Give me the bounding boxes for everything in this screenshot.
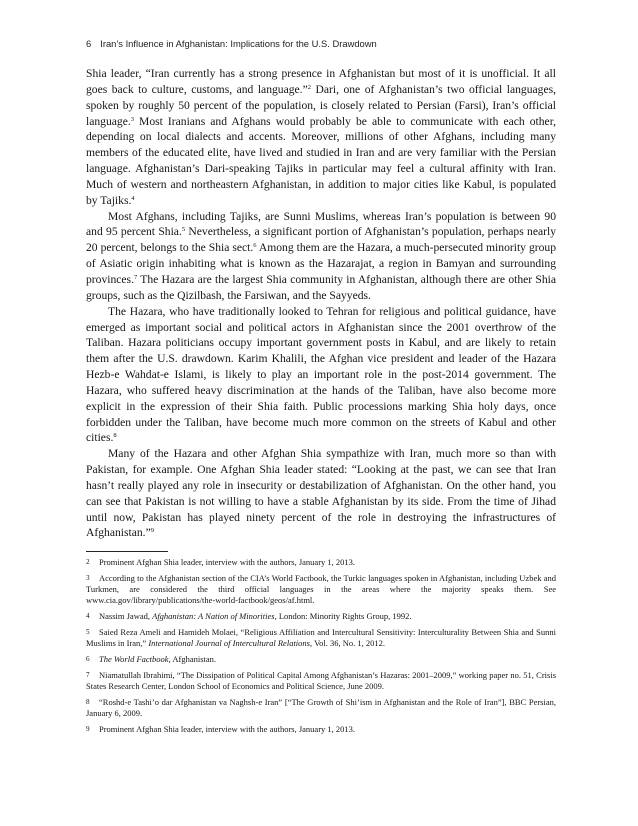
- text-run: The Hazara are the largest Shia community in Afghanistan, although there are other Shia groups, such as the Qizilbash, the Farsiwan, and the Sayyeds.: [86, 272, 556, 302]
- footnote: [86, 724, 556, 735]
- running-title: Iran’s Influence in Afghanistan: Implications for the U.S. Drawdown: [100, 38, 377, 49]
- footnote-ref: 6: [253, 242, 257, 250]
- text-run: “Roshd-e Tashi’o dar Afghanistan va Naghsh-e Iran” [“The Growth of Shi’ism in Afghanistan and the Role of Iran”], BBC Persian, January 6, 2009.: [86, 696, 556, 718]
- text-run: , Afghanistan.: [168, 653, 217, 664]
- footnote-number: 2: [86, 558, 90, 566]
- paragraph-3: [86, 304, 556, 447]
- footnote: [86, 654, 556, 665]
- paragraph-4: [86, 446, 556, 541]
- text-run: Prominent Afghan Shia leader, interview with the authors, January 1, 2013.: [99, 557, 356, 567]
- footnote-divider: [86, 551, 168, 552]
- footnote-ref: 7: [133, 273, 138, 281]
- italic-title: International Journal of Intercultural Relations: [148, 638, 310, 648]
- text-run: Saied Reza Ameli and Hamideh Molaei, “Religious Affiliation and Intercultural Sensitivity: Interculturality Between Shia and Sunni Muslims in Iran,”: [86, 626, 556, 648]
- text-run: Niamatullah Ibrahimi, “The Dissipation of Political Capital Among Afghanistan’s Hazaras: 2001–2009,” working paper no. 51, Crisis States Research Center, London School of Economics and Political Science, June 2009.: [86, 669, 556, 691]
- text-run: Prominent Afghan Shia leader, interview with the authors, January 1, 2013.: [99, 723, 356, 734]
- footnotes: [86, 557, 556, 739]
- running-header: [86, 38, 556, 49]
- footnote-number: 6: [86, 654, 90, 663]
- text-run: Among them are the Hazara, a much-persecuted minority group of Asiatic origin inhabiting what is known as the Hazarajat, a region in Bamyan and surrounding provinces.: [86, 241, 556, 286]
- body-text: [86, 66, 556, 541]
- italic-title: Afghanistan: A Nation of Minorities: [152, 611, 275, 621]
- paragraph-1: [86, 66, 556, 209]
- footnote-ref: 3: [130, 115, 134, 123]
- italic-title: The World Factbook: [99, 653, 169, 664]
- text-run: , Vol. 36, No. 1, 2012.: [309, 638, 385, 648]
- text-run: , London: Minority Rights Group, 1992.: [274, 611, 412, 621]
- footnote-ref: 2: [307, 83, 311, 91]
- footnote: [86, 573, 556, 607]
- footnote-number: 5: [86, 627, 90, 636]
- footnote: [86, 627, 556, 649]
- footnote-number: 9: [86, 724, 90, 733]
- text-run: The Hazara, who have traditionally looked to Tehran for religious and political guidance, have emerged as important social and political actors in Afghanistan since the 2001 overthrow of the Taliban. Hazara politicians occupy important government posts in Kabul, and are likely to retain them after the U.S. drawdown. Karim Khalili, the Afghan vice president and leader of the Hazara Hezb-e Wahdat-e Islami, is likely to play an important role in the post-2014 government. The Hazara, who suffered heavy discrimination at the hands of the Taliban, have also become more explicit in the expression of their Shia faith. Public processions marking Shia holy days, once forbidden under the Taliban, have become much more common on the streets of Kabul and other cities.: [86, 304, 556, 445]
- footnote-number: 7: [86, 670, 90, 679]
- footnote-ref: 4: [131, 194, 135, 202]
- text-run: Many of the Hazara and other Afghan Shia sympathize with Iran, much more so than with Pakistan, for example. One Afghan Shia leader stated: “Looking at the past, we can see that Iran hasn’t really played any role in insecurity or destabilization of Afghanistan. On the other hand, you can see that Pakistan is not willing to have a stable Afghanistan by its side. From the time of Jihad until now, Pakistan has played ninety percent of the role in destroying the infrastructures of Afghanistan.”: [86, 447, 556, 540]
- text-run: According to the Afghanistan section of the CIA’s World Factbook, the Turkic languages spoken in Afghanistan, including Uzbek and Turkmen, are considered the third official languages in the areas where the majority speaks them. See www.cia.gov/library/publications/the-world-factbook/geos/af.html.: [86, 572, 556, 606]
- text-run: Shia leader, “Iran currently has a strong presence in Afghanistan but most of it is unofficial. It all goes back to culture, customs, and language.”: [86, 67, 556, 96]
- footnote: [86, 697, 556, 719]
- footnote-ref: 8: [113, 432, 117, 440]
- footnote: [86, 611, 556, 622]
- footnote-number: 3: [86, 573, 90, 582]
- footnote: [86, 670, 556, 692]
- text-run: Nassim Jawad,: [99, 611, 153, 621]
- text-run: Most Iranians and Afghans would probably be able to communicate with each other, depending on local dialects and accents. Moreover, millions of other Afghans, including many members of the educated elite, have lived and studied in Iran and are very familiar with the Persian language. Afghanistan’s Dari-speaking Tajiks in particular may feel a cultural affinity with Iran. Much of western and northeastern Afghanistan, in addition to major cities like Kabul, is populated by Tajiks.: [86, 114, 556, 207]
- text-run: Dari, one of Afghanistan’s two official languages, spoken by roughly 50 percent of the population, is closely related to Persian (Farsi), Iran’s official language.: [86, 82, 556, 128]
- paragraph-2: [86, 209, 556, 304]
- footnote-ref: 5: [181, 226, 186, 234]
- footnote-ref: 9: [150, 527, 154, 535]
- page-number: 6: [86, 38, 92, 49]
- text-run: Nevertheless, a significant portion of Afghanistan’s population, perhaps nearly 20 percent, belongs to the Shia sect.: [86, 225, 556, 255]
- footnote-number: 4: [86, 612, 90, 620]
- footnote: [86, 557, 556, 568]
- footnote-number: 8: [86, 697, 90, 706]
- text-run: Most Afghans, including Tajiks, are Sunni Muslims, whereas Iran’s population is between 90 and 95 percent Shia.: [86, 209, 556, 239]
